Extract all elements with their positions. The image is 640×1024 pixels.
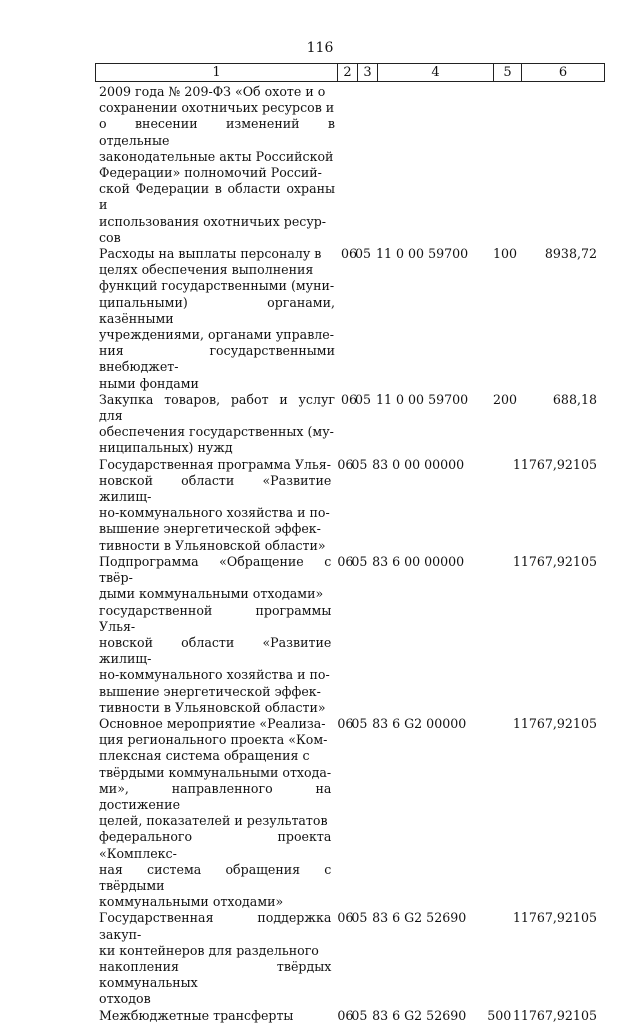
header-col-5: 5: [494, 64, 522, 81]
table-row: [99, 554, 607, 716]
row-subsection: 05: [355, 391, 372, 407]
row-description: Государственная программа Улья- новской области «Развитие жилищ- но-коммунального хозяйства и по- вышение энергетической эффек- тивности в Ульяновской области»: [99, 456, 332, 553]
row-subsection: [354, 84, 373, 246]
table-header: [95, 63, 605, 82]
row-expense-type: 100: [493, 246, 518, 262]
table-row: [99, 457, 607, 554]
row-target-article: 83 6 00 00000: [372, 553, 465, 569]
row-description: Расходы на выплаты персоналу в целях обеспечения выполнения функций государственными (муни- ципальными) органами, казёнными учреждениями, органами управле- ния государственными внебюджет- ными фондами: [99, 246, 335, 391]
row-description: Государственная поддержка закуп- ки контейнеров для раздельного накопления твёрдых коммунальных отходов: [99, 910, 332, 1007]
row-subsection: 05: [351, 715, 368, 731]
row-description: Закупка товаров, работ и услуг для обеспечения государственных (му- ниципальных) нужд: [99, 391, 335, 456]
row-amount: 11767,92105: [512, 553, 597, 569]
row-description: Межбюджетные трансферты: [99, 1007, 294, 1023]
header-col-4: 4: [378, 64, 494, 81]
table-row: [99, 910, 607, 1007]
row-target-article: [373, 84, 493, 246]
row-amount: 8938,72: [544, 246, 597, 262]
row-expense-type: 200: [493, 391, 518, 407]
row-section: 06: [337, 715, 354, 731]
row-description: Основное мероприятие «Реализа- ция регионального проекта «Ком- плексная система обращения с твёрдыми коммунальными отхода- ми», направленного на достижение целей, показателей и результатов федерального проекта «Комплекс- ная система обращения с твёрдыми коммунальными отходами»: [99, 715, 332, 910]
row-section: 06: [337, 456, 354, 472]
row-amount: 11767,92105: [512, 715, 597, 731]
row-description: Подпрограмма «Обращение с твёр- дыми коммунальными отходами» государственной программы Улья- новской области «Развитие жилищ- но-коммунального хозяйства и по- вышение энергетической эффек- тивности в Ульяновской области»: [99, 553, 332, 715]
header-col-3: 3: [358, 64, 378, 81]
row-target-article: 83 0 00 00000: [372, 456, 465, 472]
row-subsection: 05: [351, 910, 368, 926]
row-expense-type: [487, 457, 513, 554]
row-section: 06: [337, 553, 354, 569]
page-number: 116: [306, 40, 334, 56]
row-amount: 11767,92105: [512, 910, 597, 926]
row-subsection: 05: [355, 246, 372, 262]
row-amount: 688,18: [552, 391, 597, 407]
row-target-article: 11 0 00 59700: [376, 391, 469, 407]
row-section: 06: [337, 1007, 354, 1023]
table-row: [99, 246, 607, 392]
row-amount: 11767,92105: [512, 1007, 597, 1023]
row-expense-type: [487, 910, 513, 1007]
row-target-article: 83 6 G2 00000: [372, 715, 467, 731]
row-subsection: 05: [351, 553, 368, 569]
row-expense-type: 500: [487, 1007, 512, 1023]
row-section: 06: [341, 246, 358, 262]
row-section: [335, 84, 354, 246]
header-col-1: 1: [96, 64, 338, 81]
row-expense-type: [493, 84, 519, 246]
row-subsection: 05: [351, 1007, 368, 1023]
table-row: [99, 84, 607, 246]
row-target-article: 11 0 00 59700: [376, 246, 469, 262]
row-amount: [519, 84, 607, 246]
row-target-article: 83 6 G2 52690: [372, 1007, 467, 1023]
row-target-article: 83 6 G2 52690: [372, 910, 467, 926]
header-col-6: 6: [558, 65, 568, 80]
budget-table-body: [99, 84, 607, 1024]
row-expense-type: [487, 554, 513, 716]
row-expense-type: [487, 716, 513, 910]
table-row: [99, 392, 607, 457]
row-section: 06: [337, 910, 354, 926]
table-row: [99, 1008, 607, 1024]
row-amount: 11767,92105: [512, 456, 597, 472]
row-subsection: 05: [351, 456, 368, 472]
table-row: [99, 716, 607, 910]
row-section: 06: [341, 391, 358, 407]
row-description: 2009 года № 209-ФЗ «Об охоте и о сохранении охотничьих ресурсов и о внесении изменений в отдельные законодательные акты Российской Федерации» полномочий Россий- ской Федерации в области охраны и использования охотничьих ресур- сов: [99, 84, 335, 245]
header-col-2: 2: [338, 64, 358, 81]
